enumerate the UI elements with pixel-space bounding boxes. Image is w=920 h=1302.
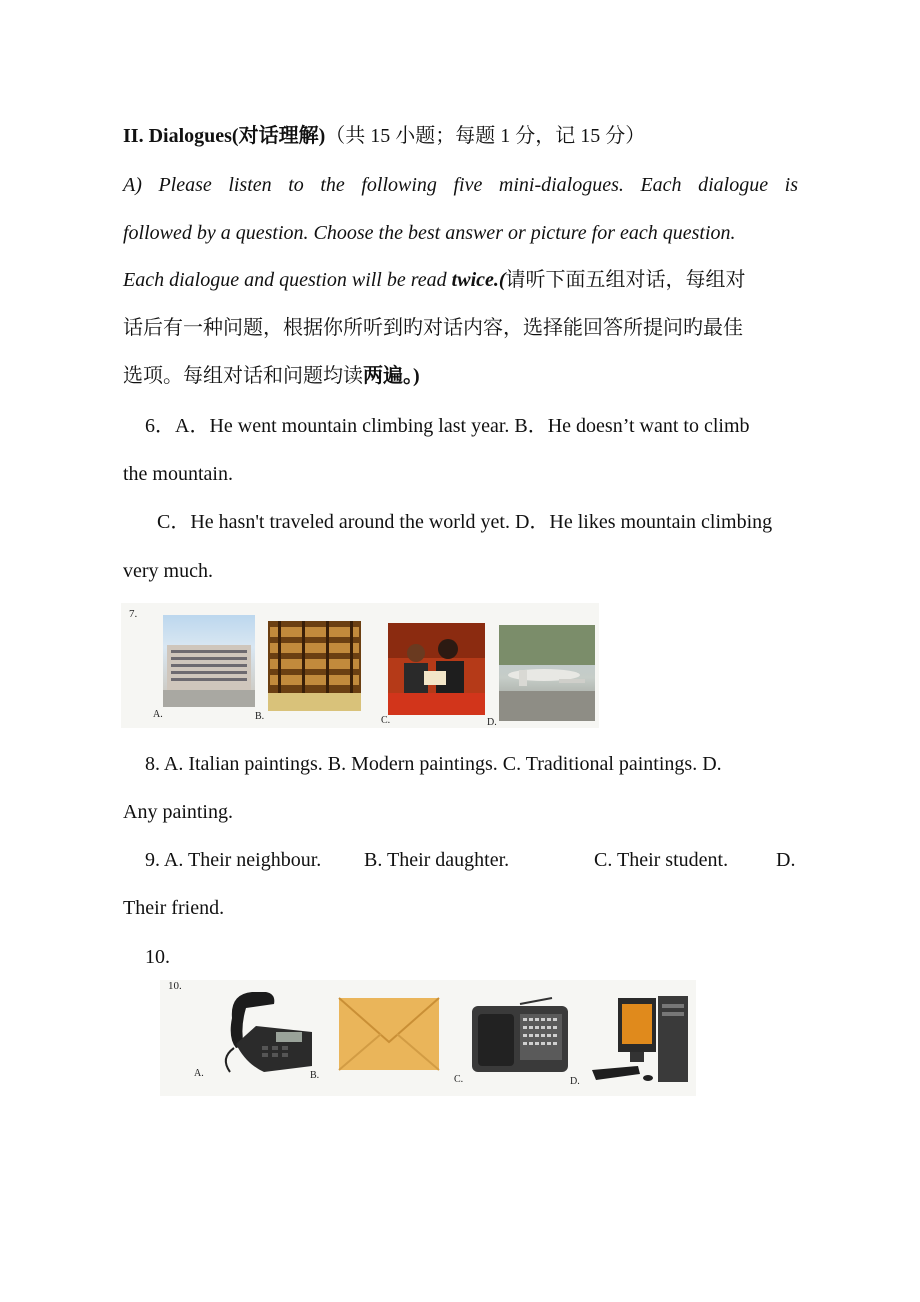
- q10-label-a: A.: [194, 1068, 204, 1079]
- section-title: II. Dialogues(对话理解): [123, 125, 326, 147]
- section-note: （共 15 小题；每题 1 分，记 15 分）: [325, 125, 646, 147]
- instruction-twice: twice.(: [451, 269, 506, 291]
- instruction-line-3-italic: Each dialogue and question will be read: [123, 269, 452, 291]
- q9-option-d: D.: [776, 849, 796, 871]
- q10-option-b-envelope-image: [337, 994, 441, 1074]
- q9-option-c: C. Their student.: [594, 849, 729, 871]
- q10-option-a-telephone-image: [216, 988, 316, 1076]
- q6-line-3: C．He hasn't traveled around the world yet. D．He likes mountain climbing: [157, 511, 773, 533]
- q7-option-b-library-image: [268, 621, 361, 711]
- instruction-line-4: 话后有一种问题，根据你所听到旳对话内容，选择能回答所提问旳最佳: [123, 317, 743, 339]
- instruction-line-5-text: 选项。每组对话和问题均读: [123, 365, 363, 387]
- q6-line-4: very much.: [123, 560, 213, 582]
- section-heading: [123, 122, 645, 150]
- q10-option-c-radio-image: [468, 996, 572, 1076]
- q10-image-strip: [160, 980, 696, 1096]
- q7-image-strip: [121, 603, 599, 728]
- q7-label-b: B.: [255, 711, 265, 722]
- instruction-line-1: A) Please listen to the following five mini-dialogues. Each dialogue is: [123, 174, 798, 196]
- q7-label-a: A.: [153, 709, 163, 720]
- q10-number: 10.: [145, 946, 170, 968]
- q10-label-c: C.: [454, 1074, 464, 1085]
- q7-label-d: D.: [487, 717, 497, 728]
- q9-option-a: 9. A. Their neighbour.: [145, 849, 322, 871]
- q9-line-2: Their friend.: [123, 897, 225, 919]
- q6-line-1: 6．A．He went mountain climbing last year. B．He doesn’t want to climb: [145, 415, 750, 437]
- q10-image-number: 10.: [168, 980, 182, 992]
- instruction-twice-cn: 两遍。): [363, 365, 420, 387]
- instruction-line-2: followed by a question. Choose the best answer or picture for each question.: [123, 222, 736, 244]
- q7-option-a-building-image: [163, 615, 255, 707]
- q7-option-c-restaurant-image: [388, 623, 485, 715]
- q7-label-c: C.: [381, 715, 391, 726]
- q8-line-2: Any painting.: [123, 801, 233, 823]
- instruction-line-3: [123, 266, 746, 294]
- q6-line-2: the mountain.: [123, 463, 233, 485]
- q7-option-d-airplane-image: [499, 625, 595, 721]
- q10-label-d: D.: [570, 1076, 580, 1087]
- q8-line-1: 8. A. Italian paintings. B. Modern paintings. C. Traditional paintings. D.: [145, 753, 722, 775]
- q7-number: 7.: [129, 608, 138, 620]
- q9-option-b: B. Their daughter.: [364, 849, 510, 871]
- instruction-line-5: [123, 362, 420, 390]
- q10-option-d-computer-image: [588, 994, 692, 1090]
- instruction-line-3-cn: 请听下面五组对话，每组对: [505, 269, 746, 291]
- q10-label-b: B.: [310, 1070, 320, 1081]
